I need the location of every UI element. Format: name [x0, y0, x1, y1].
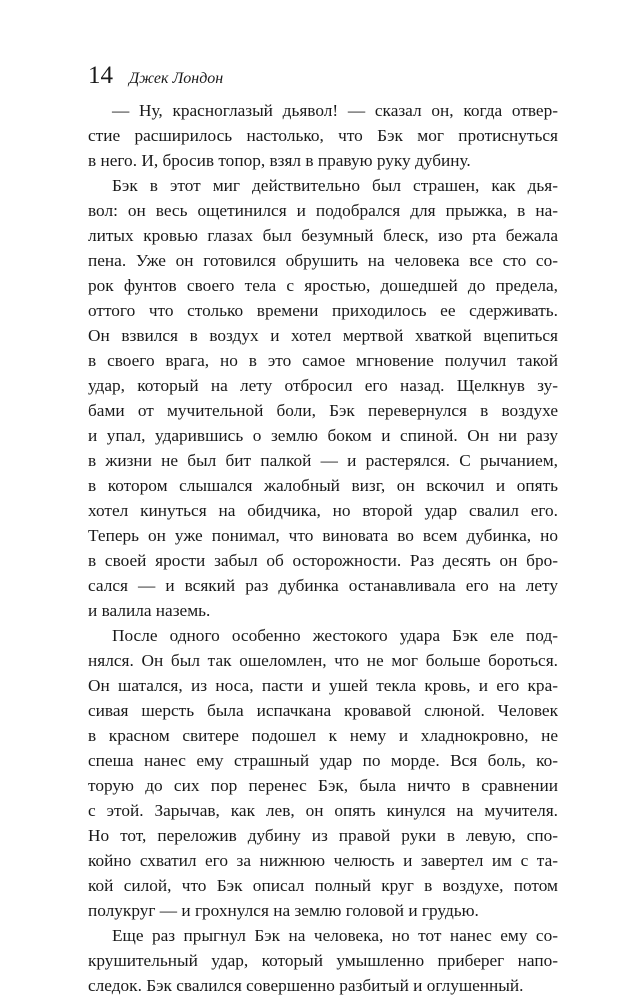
text-line: и упал, ударившись о землю боком и спиной. Он ни разу	[88, 426, 558, 445]
text-line: в красном свитере подошел к нему и хладнокровно, не	[88, 726, 558, 745]
book-page	[88, 58, 558, 998]
text-line: — Ну, красноглазый дьявол! — сказал он, когда отвер-	[112, 101, 558, 120]
text-line: с этой. Зарычав, как лев, он опять кинулся на мучителя.	[88, 801, 558, 820]
paragraph	[88, 923, 558, 998]
text-line: Он взвился в воздух и хотел мертвой хваткой вцепиться	[88, 326, 558, 345]
text-line: Но тот, переложив дубину из правой руки в левую, спо-	[88, 826, 558, 845]
text-line: Теперь он уже понимал, что виновата во всем дубинка, но	[88, 526, 558, 545]
text-line: рок фунтов своего тела с яростью, дошедшей до предела,	[88, 276, 558, 295]
text-line: койно схватил его за нижнюю челюсть и завертел им с та-	[88, 851, 558, 870]
text-line: пена. Уже он готовился обрушить на человека все сто со-	[88, 251, 558, 270]
text-line: Он шатался, из носа, пасти и ушей текла кровь, и его кра-	[88, 676, 558, 695]
page-number: 14	[88, 62, 113, 89]
text-line: крушительный удар, который умышленно приберег напо-	[88, 951, 558, 970]
page-header	[88, 58, 558, 94]
paragraph	[88, 98, 558, 173]
text-line: полукруг — и грохнулся на землю головой и грудью.	[88, 901, 479, 920]
body-text	[88, 98, 558, 998]
text-line: в котором слышался жалобный визг, он вскочил и опять	[88, 476, 558, 495]
text-line: хотел кинуться на обидчика, но второй удар свалил его.	[88, 501, 558, 520]
text-line: сался — и всякий раз дубинка останавливала его на лету	[88, 576, 558, 595]
text-line: Бэк в этот миг действительно был страшен, как дья-	[112, 176, 558, 195]
text-line: бами от мучительной боли, Бэк перевернулся в воздухе	[88, 401, 558, 420]
text-line: стие расширилось настолько, что Бэк мог протиснуться	[88, 126, 558, 145]
text-line: кой силой, что Бэк описал полный круг в воздухе, потом	[88, 876, 558, 895]
text-line: в него. И, бросив топор, взял в правую руку дубину.	[88, 151, 471, 170]
text-line: оттого что столько времени приходилось ее сдерживать.	[88, 301, 558, 320]
text-line: торую до сих пор перенес Бэк, была ничто в сравнении	[88, 776, 558, 795]
text-line: Еще раз прыгнул Бэк на человека, но тот нанес ему со-	[112, 926, 558, 945]
running-head-author: Джек Лондон	[129, 70, 224, 87]
text-line: следок. Бэк свалился совершенно разбитый и оглушенный.	[88, 976, 524, 995]
text-line: удар, который на лету отбросил его назад. Щелкнув зу-	[88, 376, 558, 395]
paragraph	[88, 623, 558, 923]
text-line: и валила наземь.	[88, 601, 211, 620]
text-line: литых кровью глазах был безумный блеск, изо рта бежала	[88, 226, 558, 245]
text-line: в жизни не был бит палкой — и растерялся. С рычанием,	[88, 451, 558, 470]
text-line: сивая шерсть была испачкана кровавой слюной. Человек	[88, 701, 558, 720]
text-line: вол: он весь ощетинился и подобрался для прыжка, в на-	[88, 201, 558, 220]
text-line: в своего врага, но в это самое мгновение получил такой	[88, 351, 558, 370]
text-line: После одного особенно жестокого удара Бэк еле под-	[112, 626, 558, 645]
paragraph	[88, 173, 558, 623]
text-line: спеша нанес ему страшный удар по морде. Вся боль, ко-	[88, 751, 558, 770]
text-line: нялся. Он был так ошеломлен, что не мог больше бороться.	[88, 651, 558, 670]
text-line: в своей ярости забыл об осторожности. Раз десять он бро-	[88, 551, 558, 570]
